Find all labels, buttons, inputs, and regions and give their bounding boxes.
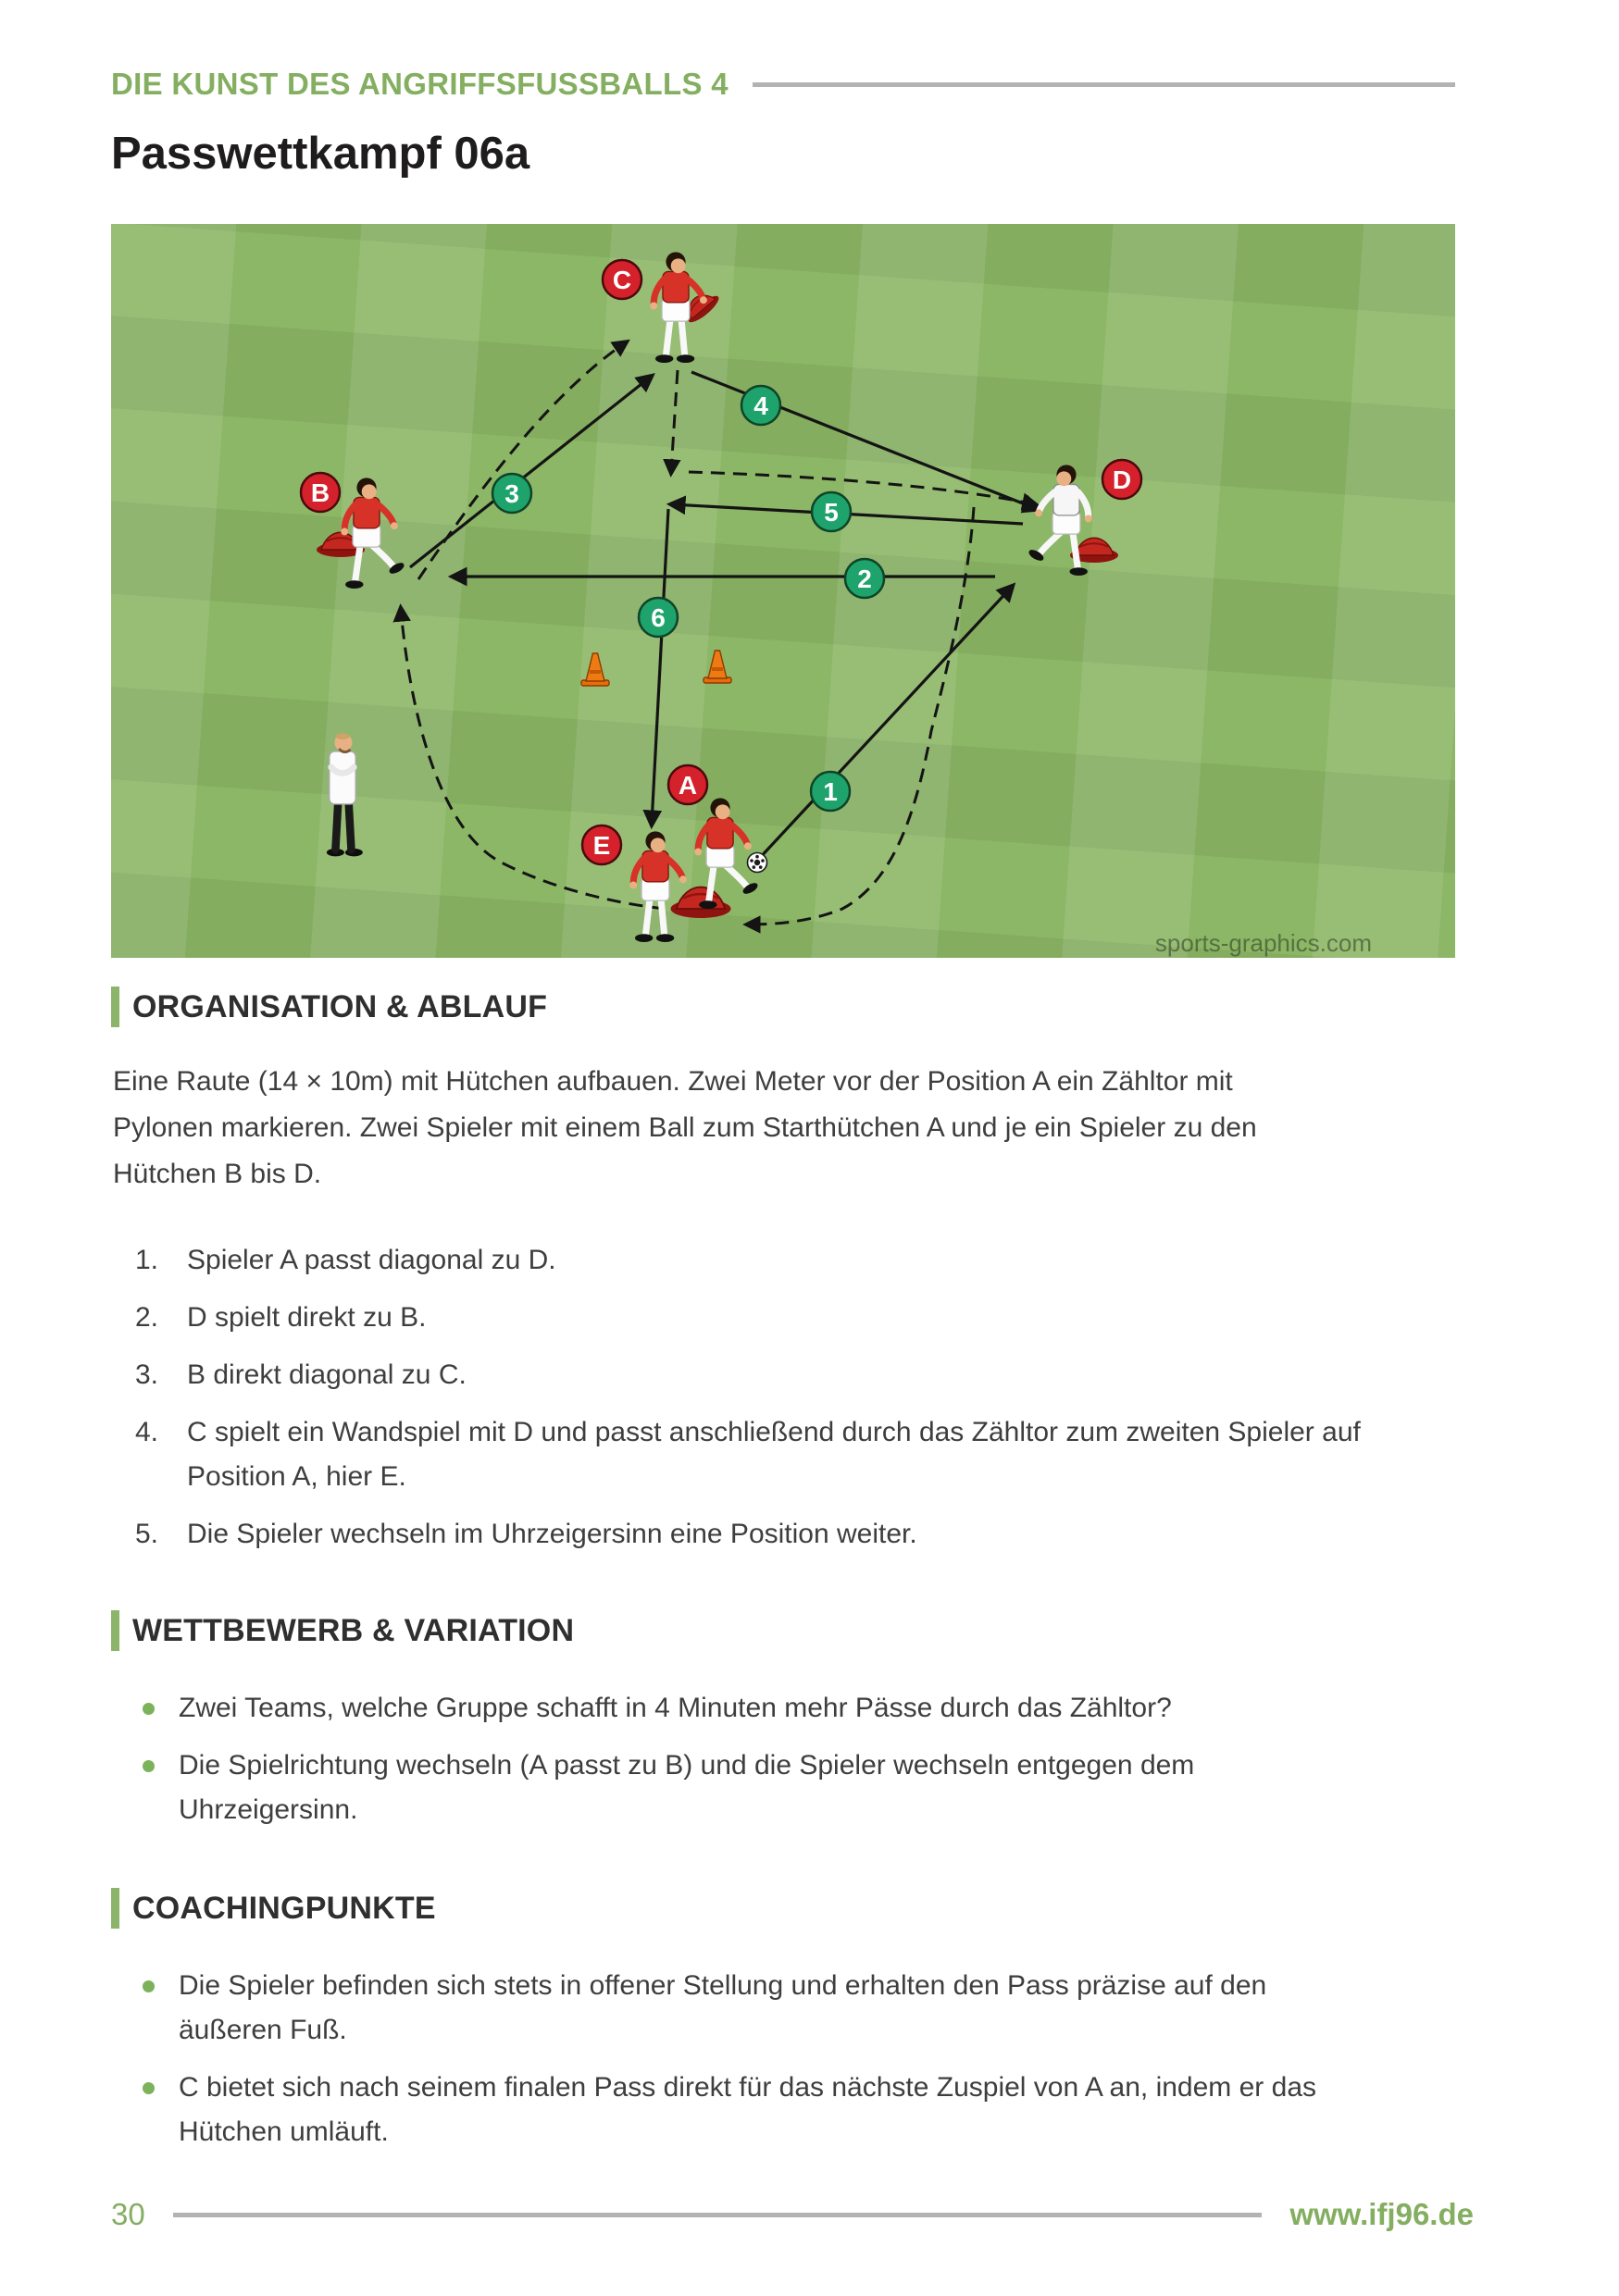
step-item — [135, 1410, 1455, 1499]
svg-text:4: 4 — [753, 391, 768, 420]
bullet-dot — [143, 1980, 155, 1992]
series-kicker: DIE KUNST DES ANGRIFFSFUSSBALLS 4 — [111, 67, 729, 101]
section-heading: ORGANISATION & ABLAUF — [132, 988, 548, 1024]
svg-text:2: 2 — [857, 565, 872, 593]
variation-list — [111, 1686, 1455, 1832]
list-item-text: Die Spieler wechseln im Uhrzeigersinn eine Position weiter. — [187, 1519, 917, 1549]
step-item — [135, 1296, 1455, 1340]
page-footer — [111, 2197, 1474, 2232]
svg-text:C: C — [612, 266, 632, 294]
pass-number-3 — [492, 474, 531, 513]
list-item-text: C spielt ein Wandspiel mit D und passt anschließend durch das Zähltor zum zweiten Spieler auf Position A, hier E. — [187, 1417, 1361, 1492]
bullet-item — [143, 1686, 1455, 1731]
svg-text:1: 1 — [823, 777, 838, 806]
list-item-text: C bietet sich nach seinem finalen Pass direkt für das nächste Zuspiel von A an, indem er das Hütchen umläuft. — [179, 2072, 1317, 2147]
step-number: 3. — [135, 1359, 159, 1390]
bullet-dot — [143, 2082, 155, 2094]
step-item — [135, 1238, 1455, 1283]
footer-rule — [173, 2213, 1263, 2217]
step-number: 2. — [135, 1302, 159, 1333]
bullet-item — [143, 2066, 1455, 2154]
list-item-text: Die Spieler befinden sich stets in offener Stellung und erhalten den Pass präzise auf den äußeren Fuß. — [179, 1970, 1267, 2045]
run-c-middle — [671, 370, 678, 472]
svg-text:D: D — [1112, 465, 1132, 494]
bullet-dot — [143, 1703, 155, 1715]
step-number: 1. — [135, 1245, 159, 1275]
pass-number-5 — [812, 492, 851, 531]
pass-3 — [410, 377, 651, 567]
bullet-item — [143, 1744, 1455, 1832]
pass-number-1 — [811, 772, 850, 811]
step-item — [135, 1512, 1455, 1557]
heading-accent-bar — [111, 987, 119, 1027]
step-number: 5. — [135, 1519, 159, 1549]
list-item-text: Spieler A passt diagonal zu D. — [187, 1245, 556, 1275]
step-number: 4. — [135, 1417, 159, 1447]
gate-cone — [581, 653, 609, 686]
step-item — [135, 1353, 1455, 1397]
gate-cone — [704, 651, 731, 683]
field-svg — [111, 224, 1455, 958]
player-label-C — [603, 260, 641, 299]
section-coachingpunkte — [111, 1888, 1455, 2167]
list-item-text: D spielt direkt zu B. — [187, 1302, 427, 1333]
player-label-B — [301, 473, 340, 512]
pass-number-4 — [741, 386, 780, 425]
player-E — [629, 831, 687, 942]
ball — [748, 853, 767, 873]
svg-text:E: E — [592, 831, 611, 860]
page-number: 30 — [111, 2197, 145, 2231]
section-heading: WETTBEWERB & VARIATION — [132, 1612, 575, 1648]
heading-accent-bar — [111, 1888, 119, 1929]
diagram-root — [301, 252, 1372, 957]
coaching-list — [111, 1964, 1455, 2154]
heading-accent-bar — [111, 1610, 119, 1651]
pass-6 — [652, 509, 668, 824]
player-label-E — [582, 825, 621, 864]
list-item-text: Die Spielrichtung wechseln (A passt zu B) und die Spieler wechseln entgegen dem Uhrzeigersinn. — [179, 1750, 1195, 1825]
organisation-paragraph: Eine Raute (14 × 10m) mit Hütchen aufbauen. Zwei Meter vor der Position A ein Zähltor mit Pylonen markieren. Zwei Spieler mit einem Ball zum Starthütchen A und je ein Spieler zu den Hütchen B bis D. — [113, 1066, 1257, 1189]
section-heading: COACHINGPUNKTE — [132, 1890, 436, 1926]
section-heading-row — [111, 1610, 1455, 1651]
pass-4 — [691, 372, 1037, 509]
section-organisation — [111, 987, 1455, 1570]
list-item-text: B direkt diagonal zu C. — [187, 1359, 467, 1390]
pass-number-2 — [845, 559, 884, 598]
section-heading-row — [111, 987, 1455, 1027]
player-label-D — [1102, 460, 1141, 499]
svg-text:5: 5 — [824, 498, 839, 527]
steps-list — [111, 1238, 1455, 1557]
svg-text:6: 6 — [651, 603, 666, 632]
section-wettbewerb — [111, 1610, 1455, 1845]
header-rule — [753, 82, 1455, 87]
player-label-A — [668, 765, 707, 804]
page-header — [111, 67, 1455, 102]
svg-text:A: A — [678, 771, 698, 800]
run-b-to-c — [418, 342, 626, 579]
pass-number-6 — [639, 598, 678, 637]
watermark: sports-graphics.com — [1154, 929, 1372, 957]
page-title: Passwettkampf 06a — [111, 129, 530, 179]
bullet-dot — [143, 1760, 155, 1772]
pass-1 — [757, 587, 1012, 861]
player-B — [341, 478, 405, 589]
bullet-item — [143, 1964, 1455, 2053]
website-url: www.ifj96.de — [1289, 2197, 1474, 2231]
svg-text:3: 3 — [504, 479, 519, 508]
svg-text:B: B — [310, 478, 330, 507]
list-item-text: Zwei Teams, welche Gruppe schafft in 4 Minuten mehr Pässe durch das Zähltor? — [179, 1693, 1172, 1723]
coach-figure — [327, 733, 363, 856]
section-heading-row — [111, 1888, 1455, 1929]
pitch-diagram — [111, 224, 1455, 958]
